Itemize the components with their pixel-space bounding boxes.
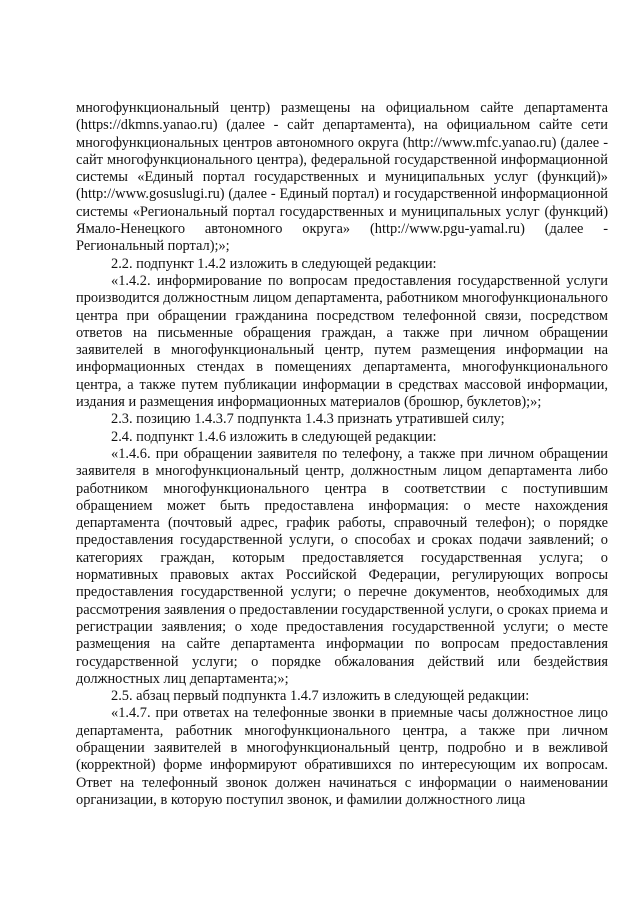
paragraph-1-4-2: «1.4.2. информирование по вопросам предоставления государственной услуги производится должностным лицом департамента, работником многофункционального центра при обращении гражданина посредством телефонной связи, посредством ответов на письменные обращения граждан, а также при личном обращении заявителей в многофункциональный центр, путем размещения информации на информационных стендах в помещениях департамента, многофункционального центра, а также путем публикации информации в средствах массовой информации, издания и размещения информационных материалов (брошюр, буклетов);»; [76,272,608,411]
paragraph-1-4-6: «1.4.6. при обращении заявителя по телефону, а также при личном обращении заявителя в многофункциональный центр, должностным лицом департамента либо работником многофункционального центра в соответствии с поступившим обращением может быть предоставлена информация: о месте нахождения департамента (почтовый адрес, график работы, справочный телефон); о порядке предоставления государственной услуги, о способах и сроках подачи заявлений; о категориях граждан, которым предоставляется государственная услуга; о нормативных правовых актах Российской Федерации, регулирующих вопросы предоставления государственной услуги; о перечне документов, необходимых для рассмотрения заявления о предоставлении государственной услуги, о сроках приема и регистрации заявления; о ходе предоставления государственной услуги; о месте размещения на сайте департамента информации по вопросам предоставления государственной услуги; о порядке обжалования действий или бездействия должностных лиц департамента;»; [76,445,608,687]
paragraph-item-2-5: 2.5. абзац первый подпункта 1.4.7 изложить в следующей редакции: [111,688,530,705]
paragraph-portal-sites: многофункциональный центр) размещены на официальном сайте департамента (https://dkmns.yanao.ru) (далее - сайт департамента), на официальном сайте сети многофункциональных центров автономного округа (http://www.mfc.yanao.ru) (далее - сайт многофункционального центра), федеральной государственной информационной системы «Единый портал государственных и муниципальных услуг (функций)» (http://www.gosuslugi.ru) (далее - Единый портал) и государственной информационной системы «Региональный портал государственных и муниципальных услуг (функций) Ямало-Ненецкого автономного округа» (http://www.pgu-yamal.ru) (далее - Региональный портал);»; [76,100,608,255]
paragraph-1-4-7: «1.4.7. при ответах на телефонные звонки в приемные часы должностное лицо департамента, работник многофункционального центра, а также при личном обращении заявителей в многофункциональный центр, подробно и в вежливой (корректной) форме информируют обратившихся по интересующим их вопросам. Ответ на телефонный звонок должен начинаться с информации о наименовании организации, в которую поступил звонок, и фамилии должностного лица [76,705,608,808]
document-page [76,100,608,809]
paragraph-item-2-3: 2.3. позицию 1.4.3.7 подпункта 1.4.3 признать утратившей силу; [111,411,505,428]
paragraph-item-2-4: 2.4. подпункт 1.4.6 изложить в следующей редакции: [111,428,437,445]
paragraph-item-2-2: 2.2. подпункт 1.4.2 изложить в следующей редакции: [111,255,437,272]
